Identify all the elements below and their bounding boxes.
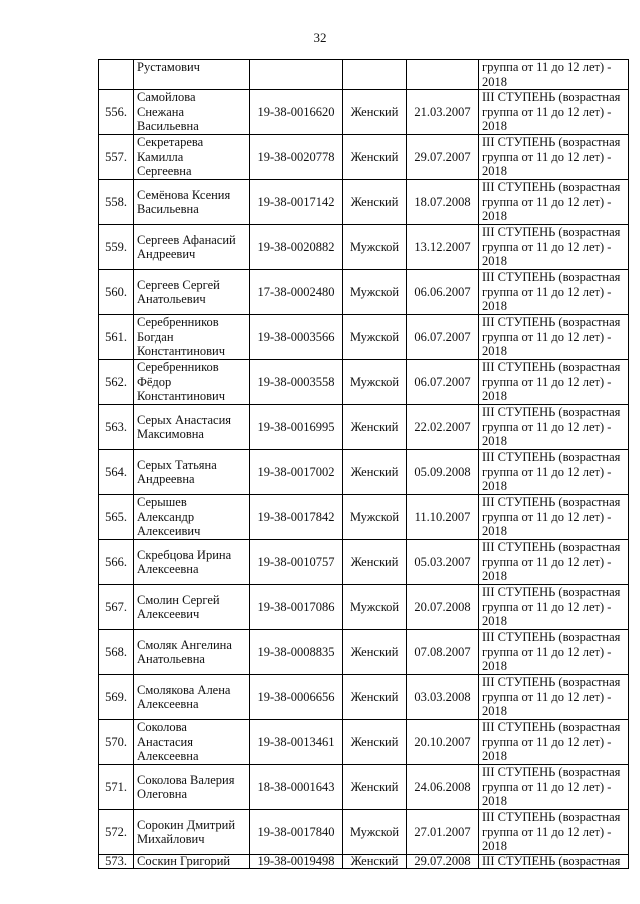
cell-id: 19-38-0003558 (250, 360, 343, 405)
group-line: группа от 11 до 12 лет) - (482, 329, 612, 344)
cell-name (134, 135, 250, 180)
cell-birthdate: 18.07.2008 (407, 180, 479, 225)
cell-group (479, 495, 629, 540)
group-line: III СТУПЕНЬ (возрастная (482, 315, 621, 330)
group-line: группа от 11 до 12 лет) - (482, 104, 612, 119)
cell-group (479, 720, 629, 765)
name-line: Алексеевна (137, 749, 199, 764)
table-row (99, 90, 629, 135)
cell-gender: Мужской (343, 495, 407, 540)
cell-group (479, 855, 629, 869)
cell-birthdate: 29.07.2007 (407, 135, 479, 180)
group-line: 2018 (482, 299, 507, 314)
group-line: 2018 (482, 119, 507, 134)
cell-group (479, 315, 629, 360)
group-line: группа от 11 до 12 лет) - (482, 194, 612, 209)
cell-group (479, 135, 629, 180)
group-line: III СТУПЕНЬ (возрастная (482, 720, 621, 735)
cell-group (479, 60, 629, 90)
cell-name (134, 180, 250, 225)
cell-birthdate: 06.07.2007 (407, 315, 479, 360)
cell-id: 19-38-0017840 (250, 810, 343, 855)
group-line: 2018 (482, 569, 507, 584)
table-body (99, 60, 629, 869)
cell-name (134, 225, 250, 270)
name-line: Васильевна (137, 119, 199, 134)
group-line: III СТУПЕНЬ (возрастная (482, 90, 621, 105)
cell-group (479, 360, 629, 405)
cell-gender: Мужской (343, 225, 407, 270)
name-line: Смоляк Ангелина (137, 637, 232, 652)
cell-number: 556. (99, 90, 134, 135)
name-line: Серых Татьяна (137, 457, 217, 472)
name-line: Сергеев Сергей (137, 277, 220, 292)
cell-group (479, 675, 629, 720)
cell-group (479, 225, 629, 270)
cell-gender: Мужской (343, 585, 407, 630)
group-line: III СТУПЕНЬ (возрастная (482, 135, 621, 150)
cell-name (134, 495, 250, 540)
cell-group (479, 270, 629, 315)
group-line: 2018 (482, 614, 507, 629)
cell-name (134, 360, 250, 405)
cell-group (479, 450, 629, 495)
cell-gender: Мужской (343, 810, 407, 855)
name-line: Олеговна (137, 787, 188, 801)
cell-birthdate: 05.03.2007 (407, 540, 479, 585)
name-line: Серышев (137, 495, 187, 510)
cell-gender: Женский (343, 135, 407, 180)
name-line: Васильевна (137, 202, 199, 216)
group-line: III СТУПЕНЬ (возрастная (482, 495, 621, 510)
group-line: группа от 11 до 12 лет) - (482, 554, 612, 569)
name-line: Андреевна (137, 472, 195, 486)
cell-number: 565. (99, 495, 134, 540)
cell-gender: Женский (343, 765, 407, 810)
name-line: Серебренников (137, 360, 219, 375)
group-line: 2018 (482, 794, 507, 809)
cell-number: 571. (99, 765, 134, 810)
cell-id: 19-38-0017842 (250, 495, 343, 540)
name-line: Алексеевич (137, 607, 200, 621)
group-line: группа от 11 до 12 лет) - (482, 284, 612, 299)
group-line: III СТУПЕНЬ (возрастная (482, 810, 621, 825)
table-row (99, 270, 629, 315)
name-line: Смолякова Алена (137, 682, 231, 697)
group-line: III СТУПЕНЬ (возрастная (482, 675, 621, 690)
cell-group (479, 585, 629, 630)
group-line: III СТУПЕНЬ (возрастная (482, 540, 621, 555)
cell-birthdate: 06.07.2007 (407, 360, 479, 405)
name-line: Серебренников (137, 315, 219, 330)
cell-group (479, 630, 629, 675)
cell-birthdate: 11.10.2007 (407, 495, 479, 540)
cell-number: 557. (99, 135, 134, 180)
cell-id: 19-38-0006656 (250, 675, 343, 720)
name-line: Константинович (137, 389, 226, 404)
group-line: 2018 (482, 524, 507, 539)
cell-number: 559. (99, 225, 134, 270)
table-row (99, 810, 629, 855)
cell-number: 566. (99, 540, 134, 585)
name-line: Секретарева (137, 135, 204, 150)
name-line: Серых Анастасия (137, 412, 232, 427)
cell-birthdate: 13.12.2007 (407, 225, 479, 270)
group-line: группа от 11 до 12 лет) - (482, 599, 612, 614)
cell-gender: Мужской (343, 315, 407, 360)
cell-id: 19-38-0010757 (250, 540, 343, 585)
participants-table (98, 59, 629, 869)
name-line: Соскин Григорий (137, 854, 231, 868)
cell-number: 560. (99, 270, 134, 315)
group-line: 2018 (482, 434, 507, 449)
group-line: 2018 (482, 74, 507, 89)
cell-birthdate: 22.02.2007 (407, 405, 479, 450)
group-line: 2018 (482, 164, 507, 179)
cell-group (479, 90, 629, 135)
table-row (99, 585, 629, 630)
group-line: группа от 11 до 12 лет) - (482, 60, 612, 74)
group-line: III СТУПЕНЬ (возрастная (482, 450, 621, 465)
cell-id: 19-38-0019498 (250, 855, 343, 869)
name-line: Камилла (137, 149, 184, 164)
table-row-continuation (99, 60, 629, 90)
cell-gender: Женский (343, 855, 407, 869)
name-line: Соколова Валерия (137, 772, 235, 787)
table-row (99, 720, 629, 765)
table-row (99, 765, 629, 810)
cell-group (479, 540, 629, 585)
cell-birthdate: 29.07.2008 (407, 855, 479, 869)
name-line: Анатольевна (137, 652, 205, 666)
name-line: Андреевич (137, 247, 196, 261)
name-line: Константинович (137, 344, 226, 359)
name-line: Александр (137, 509, 195, 524)
cell-number: 564. (99, 450, 134, 495)
cell-name (134, 720, 250, 765)
cell-number: 562. (99, 360, 134, 405)
group-line: группа от 11 до 12 лет) - (482, 779, 612, 794)
name-line: Сорокин Дмитрий (137, 817, 236, 832)
group-line: III СТУПЕНЬ (возрастная (482, 765, 621, 780)
table-row (99, 450, 629, 495)
cell-number (99, 60, 134, 90)
group-line: 2018 (482, 659, 507, 674)
table-row (99, 630, 629, 675)
cell-name (134, 585, 250, 630)
group-line: III СТУПЕНЬ (возрастная (482, 585, 621, 600)
cell-id: 19-38-0016620 (250, 90, 343, 135)
group-line: 2018 (482, 389, 507, 404)
name-line: Алексеевна (137, 562, 199, 576)
cell-group (479, 810, 629, 855)
cell-number: 569. (99, 675, 134, 720)
table-row (99, 540, 629, 585)
name-line: Анатольевич (137, 292, 206, 306)
table-row (99, 405, 629, 450)
table-row (99, 855, 629, 869)
name-line: Смолин Сергей (137, 592, 220, 607)
cell-name (134, 450, 250, 495)
group-line: группа от 11 до 12 лет) - (482, 419, 612, 434)
cell-birthdate: 20.07.2008 (407, 585, 479, 630)
group-line: группа от 11 до 12 лет) - (482, 824, 612, 839)
group-line: 2018 (482, 344, 507, 359)
group-line: группа от 11 до 12 лет) - (482, 374, 612, 389)
table-row (99, 225, 629, 270)
cell-id: 19-38-0017086 (250, 585, 343, 630)
cell-gender: Женский (343, 675, 407, 720)
table-row (99, 675, 629, 720)
cell-gender: Женский (343, 405, 407, 450)
group-line: 2018 (482, 209, 507, 224)
cell-gender: Женский (343, 540, 407, 585)
table-row (99, 495, 629, 540)
group-line: группа от 11 до 12 лет) - (482, 689, 612, 704)
cell-name (134, 60, 250, 90)
group-line: III СТУПЕНЬ (возрастная (482, 360, 621, 375)
group-line: 2018 (482, 704, 507, 719)
cell-id: 19-38-0003566 (250, 315, 343, 360)
cell-number: 568. (99, 630, 134, 675)
cell-group (479, 180, 629, 225)
name-line: Соколова (137, 720, 187, 735)
cell-birthdate (407, 60, 479, 90)
cell-gender: Мужской (343, 270, 407, 315)
page-number: 32 (313, 30, 327, 45)
cell-id: 19-38-0016995 (250, 405, 343, 450)
name-line: Снежана (137, 104, 184, 119)
name-line: Алексеевна (137, 697, 199, 711)
group-line: III СТУПЕНЬ (возрастная (482, 405, 621, 420)
cell-birthdate: 21.03.2007 (407, 90, 479, 135)
cell-group (479, 405, 629, 450)
cell-gender: Женский (343, 450, 407, 495)
cell-number: 561. (99, 315, 134, 360)
cell-gender: Женский (343, 180, 407, 225)
cell-birthdate: 05.09.2008 (407, 450, 479, 495)
cell-number: 572. (99, 810, 134, 855)
cell-number: 563. (99, 405, 134, 450)
cell-id: 19-38-0013461 (250, 720, 343, 765)
cell-name (134, 630, 250, 675)
cell-id: 19-38-0020778 (250, 135, 343, 180)
group-line: 2018 (482, 839, 507, 854)
cell-number: 558. (99, 180, 134, 225)
cell-birthdate: 24.06.2008 (407, 765, 479, 810)
cell-name (134, 90, 250, 135)
cell-birthdate: 27.01.2007 (407, 810, 479, 855)
name-line: Богдан (137, 329, 174, 344)
group-line: 2018 (482, 254, 507, 269)
cell-gender: Женский (343, 720, 407, 765)
name-line: Михайлович (137, 832, 205, 846)
name-line: Алексеивич (137, 524, 201, 539)
cell-gender (343, 60, 407, 90)
name-line: Сергеев Афанасий (137, 232, 236, 247)
name-line: Фёдор (137, 374, 172, 389)
table-row (99, 360, 629, 405)
cell-name (134, 315, 250, 360)
group-line: III СТУПЕНЬ (возрастная (482, 854, 621, 868)
cell-id (250, 60, 343, 90)
group-line: группа от 11 до 12 лет) - (482, 149, 612, 164)
group-line: группа от 11 до 12 лет) - (482, 509, 612, 524)
cell-id: 19-38-0020882 (250, 225, 343, 270)
cell-birthdate: 20.10.2007 (407, 720, 479, 765)
cell-name (134, 270, 250, 315)
cell-gender: Женский (343, 90, 407, 135)
cell-number: 570. (99, 720, 134, 765)
group-line: 2018 (482, 479, 507, 494)
group-line: III СТУПЕНЬ (возрастная (482, 225, 621, 240)
name-line: Самойлова (137, 90, 196, 105)
name-line: Сергеевна (137, 164, 192, 179)
group-line: III СТУПЕНЬ (возрастная (482, 630, 621, 645)
group-line: группа от 11 до 12 лет) - (482, 464, 612, 479)
cell-name (134, 540, 250, 585)
group-line: группа от 11 до 12 лет) - (482, 644, 612, 659)
cell-name (134, 810, 250, 855)
group-line: группа от 11 до 12 лет) - (482, 239, 612, 254)
group-line: III СТУПЕНЬ (возрастная (482, 180, 621, 195)
cell-number: 573. (99, 855, 134, 869)
group-line: 2018 (482, 749, 507, 764)
cell-group (479, 765, 629, 810)
table-row (99, 180, 629, 225)
cell-name (134, 765, 250, 810)
name-line: Анастасия (137, 734, 193, 749)
group-line: III СТУПЕНЬ (возрастная (482, 270, 621, 285)
cell-name (134, 405, 250, 450)
cell-name (134, 675, 250, 720)
table-row (99, 315, 629, 360)
name-line: Рустамович (137, 60, 200, 74)
cell-id: 17-38-0002480 (250, 270, 343, 315)
group-line: группа от 11 до 12 лет) - (482, 734, 612, 749)
cell-number: 567. (99, 585, 134, 630)
cell-gender: Женский (343, 630, 407, 675)
cell-gender: Мужской (343, 360, 407, 405)
cell-id: 19-38-0008835 (250, 630, 343, 675)
cell-name (134, 855, 250, 869)
cell-birthdate: 03.03.2008 (407, 675, 479, 720)
cell-birthdate: 06.06.2007 (407, 270, 479, 315)
name-line: Семёнова Ксения (137, 187, 231, 202)
cell-id: 19-38-0017002 (250, 450, 343, 495)
cell-id: 18-38-0001643 (250, 765, 343, 810)
name-line: Максимовна (137, 427, 204, 441)
name-line: Скребцова Ирина (137, 547, 232, 562)
table-row (99, 135, 629, 180)
cell-id: 19-38-0017142 (250, 180, 343, 225)
cell-birthdate: 07.08.2007 (407, 630, 479, 675)
